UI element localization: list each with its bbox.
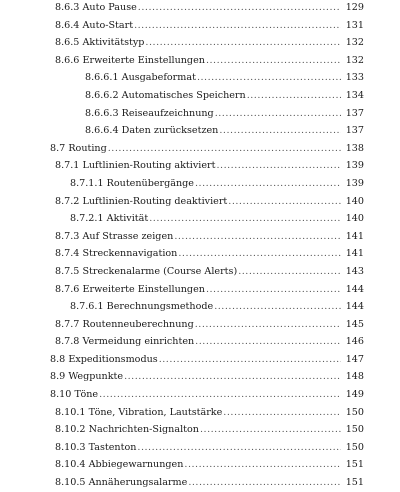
toc-entry-title: Aktivität xyxy=(106,213,149,225)
toc-entry-page: 132 xyxy=(345,54,364,66)
toc-entry-line xyxy=(50,351,364,369)
toc-entry-page: 137 xyxy=(345,125,364,137)
toc-entry-page: 146 xyxy=(345,336,364,348)
toc-dot-leader xyxy=(99,386,341,404)
toc-entry-page: 150 xyxy=(345,406,364,418)
toc-entry-title: Tastenton xyxy=(88,441,137,453)
toc-entry-number: 8.6.3 xyxy=(55,2,80,13)
toc-dot-leader xyxy=(184,456,341,474)
toc-entry-line xyxy=(55,474,364,492)
toc-entry[interactable] xyxy=(0,69,400,87)
toc-entry[interactable] xyxy=(0,368,400,386)
toc-entry-number: 8.7.2 xyxy=(55,195,80,207)
toc-entry-number: 8.6.4 xyxy=(55,19,80,31)
toc-entry-page: 150 xyxy=(345,441,364,453)
toc-entry-line xyxy=(55,316,364,334)
toc-entry-title: Auf Strasse zeigen xyxy=(82,230,174,242)
toc-entry-title: Berechnungsmethode xyxy=(106,301,214,313)
toc-entry-line xyxy=(70,298,364,316)
toc-entry[interactable] xyxy=(0,456,400,474)
toc-entry-number: 8.7.4 xyxy=(55,248,80,260)
toc-entry-page: 151 xyxy=(345,459,364,471)
toc-entry[interactable] xyxy=(0,298,400,316)
toc-dot-leader xyxy=(134,17,341,35)
toc-entry-number: 8.10.5 xyxy=(55,477,86,489)
toc-entry[interactable] xyxy=(0,386,400,404)
toc-entry-page: 144 xyxy=(345,283,364,295)
toc-dot-leader xyxy=(174,228,341,246)
toc-entry-line xyxy=(50,368,364,386)
toc-dot-leader xyxy=(223,404,341,422)
toc-entry-title: Auto-Start xyxy=(82,19,134,31)
toc-entry-line xyxy=(50,386,364,404)
toc-dot-leader xyxy=(195,175,341,193)
toc-entry-title: Streckennavigation xyxy=(82,248,178,260)
toc-entry[interactable] xyxy=(0,404,400,422)
toc-entry-page: 149 xyxy=(345,389,364,401)
toc-entry-page: 141 xyxy=(345,248,364,260)
toc-entry-title: Expeditionsmodus xyxy=(68,353,158,365)
toc-entry-page: 139 xyxy=(345,160,364,172)
toc-entry-line xyxy=(55,333,364,351)
toc-entry-line xyxy=(85,122,364,140)
toc-dot-leader xyxy=(228,193,341,211)
toc-entry-page: 144 xyxy=(345,301,364,313)
toc-entry[interactable] xyxy=(0,263,400,281)
toc-entry-line xyxy=(55,193,364,211)
toc-entry-number: 8.7 xyxy=(50,142,66,154)
toc-entry-title: Daten zurücksetzen xyxy=(121,125,219,137)
toc-entry-title: Töne xyxy=(74,389,99,401)
toc-entry-line xyxy=(55,34,364,52)
toc-entry-page: 129 xyxy=(345,2,364,13)
toc-entry[interactable] xyxy=(0,105,400,123)
toc-entry-title: Automatisches Speichern xyxy=(121,89,246,101)
toc-entry-line xyxy=(55,456,364,474)
toc-entry-number: 8.10.1 xyxy=(55,406,86,418)
toc-entry-page: 139 xyxy=(345,177,364,189)
toc-dot-leader xyxy=(178,245,341,263)
toc-entry-title: Reiseaufzeichnung xyxy=(121,107,214,119)
toc-entry-number: 8.7.3 xyxy=(55,230,80,242)
toc-entry-number: 8.10.3 xyxy=(55,441,86,453)
toc-entry-page: 140 xyxy=(345,195,364,207)
toc-entry-page: 147 xyxy=(345,353,364,365)
toc-entry-line xyxy=(55,17,364,35)
toc-entry[interactable] xyxy=(0,0,400,17)
toc-entry-line xyxy=(85,69,364,87)
toc-entry[interactable] xyxy=(0,281,400,299)
toc-entry-page: 143 xyxy=(345,265,364,277)
toc-entry[interactable] xyxy=(0,157,400,175)
toc-dot-leader xyxy=(124,368,341,386)
toc-entry-line xyxy=(55,404,364,422)
toc-entry-line xyxy=(55,281,364,299)
toc-entry[interactable] xyxy=(0,439,400,457)
toc-entry-line xyxy=(55,421,364,439)
toc-entry-title: Luftlinien-Routing deaktiviert xyxy=(82,195,228,207)
toc-dot-leader xyxy=(219,122,341,140)
toc-entry-number: 8.7.1 xyxy=(55,160,80,172)
toc-entry-title: Ausgabeformat xyxy=(121,72,196,84)
toc-entry-page: 150 xyxy=(345,424,364,436)
toc-entry-number: 8.6.6.1 xyxy=(85,72,119,84)
toc-dot-leader xyxy=(195,316,341,334)
toc-dot-leader xyxy=(247,87,341,105)
toc-entry-number: 8.6.5 xyxy=(55,37,80,49)
toc-entry-title: Annäherungsalarme xyxy=(88,477,188,489)
toc-entry[interactable] xyxy=(0,140,400,158)
toc-dot-leader xyxy=(108,140,341,158)
toc-entry-title: Vermeidung einrichten xyxy=(82,336,195,348)
toc-entry-line xyxy=(85,87,364,105)
toc-entry[interactable] xyxy=(0,316,400,334)
toc-dot-leader xyxy=(137,439,341,457)
toc-entry-number: 8.7.2.1 xyxy=(70,213,104,225)
toc-entry-title: Abbiegewarnungen xyxy=(88,459,184,471)
toc-entry-title: Nachrichten-Signalton xyxy=(88,424,199,436)
toc-entry-page: 137 xyxy=(345,107,364,119)
toc-entry-title: Töne, Vibration, Lautstärke xyxy=(88,406,223,418)
toc-dot-leader xyxy=(238,263,341,281)
toc-entry-page: 134 xyxy=(345,89,364,101)
toc-entry-number: 8.10 xyxy=(50,389,72,401)
toc-dot-leader xyxy=(206,281,341,299)
toc-dot-leader xyxy=(206,52,341,70)
toc-entry-page: 133 xyxy=(345,72,364,84)
toc-dot-leader xyxy=(159,351,341,369)
toc-entry-line xyxy=(55,52,364,70)
toc-entry[interactable] xyxy=(0,87,400,105)
toc-entry-page: 131 xyxy=(345,19,364,31)
toc-entry-title: Streckenalarme (Course Alerts) xyxy=(82,265,238,277)
toc-entry-number: 8.7.7 xyxy=(55,318,80,330)
toc-dot-leader xyxy=(138,0,341,17)
toc-entry-number: 8.6.6.4 xyxy=(85,125,119,137)
toc-entry[interactable] xyxy=(0,228,400,246)
toc-entry-line xyxy=(55,263,364,281)
toc-entry[interactable] xyxy=(0,210,400,228)
toc-entry[interactable] xyxy=(0,34,400,52)
toc-entry[interactable] xyxy=(0,421,400,439)
toc-entry[interactable] xyxy=(0,52,400,70)
toc-entry-number: 8.7.5 xyxy=(55,265,80,277)
toc-entry[interactable] xyxy=(0,17,400,35)
toc-entry[interactable] xyxy=(0,193,400,211)
toc-entry-line xyxy=(55,245,364,263)
toc-dot-leader xyxy=(216,157,341,175)
toc-entry-line xyxy=(85,105,364,123)
toc-entry-line xyxy=(55,157,364,175)
toc-entry[interactable] xyxy=(0,245,400,263)
toc-dot-leader xyxy=(197,69,341,87)
toc-entry-number: 8.6.6 xyxy=(55,54,80,66)
toc-entry-line xyxy=(55,439,364,457)
toc-entry-number: 8.6.6.3 xyxy=(85,107,119,119)
toc-entry[interactable] xyxy=(0,122,400,140)
toc-entry-line xyxy=(55,228,364,246)
toc-entry-number: 8.7.8 xyxy=(55,336,80,348)
toc-entry-number: 8.6.6.2 xyxy=(85,89,119,101)
toc-entry[interactable] xyxy=(0,351,400,369)
toc-entry-page: 145 xyxy=(345,318,364,330)
toc-entry-page: 140 xyxy=(345,213,364,225)
toc-dot-leader xyxy=(214,298,341,316)
toc-entry-number: 8.7.1.1 xyxy=(70,177,104,189)
toc-entry[interactable] xyxy=(0,333,400,351)
toc-entry-page: 138 xyxy=(345,142,364,154)
toc-dot-leader xyxy=(215,105,341,123)
toc-entry-page: 132 xyxy=(345,37,364,49)
toc-entry-title: Routenneuberechnung xyxy=(82,318,194,330)
toc-entry-title: Auto Pause xyxy=(82,2,137,13)
toc-entry-title: Erweiterte Einstellungen xyxy=(82,283,205,295)
toc-entry-page: 148 xyxy=(345,371,364,383)
toc-entry-line xyxy=(55,0,364,17)
toc-entry-line xyxy=(50,140,364,158)
toc-dot-leader xyxy=(200,421,341,439)
toc-entry-page: 151 xyxy=(345,477,364,489)
toc-entry[interactable] xyxy=(0,175,400,193)
toc-entry-title: Wegpunkte xyxy=(68,371,124,383)
toc-dot-leader xyxy=(195,333,341,351)
toc-entry-title: Erweiterte Einstellungen xyxy=(82,54,205,66)
toc-entry-title: Luftlinien-Routing aktiviert xyxy=(82,160,216,172)
toc-entry[interactable] xyxy=(0,474,400,492)
toc-entry-title: Aktivitätstyp xyxy=(82,37,145,49)
toc-entry-number: 8.10.2 xyxy=(55,424,86,436)
toc-entry-line xyxy=(70,210,364,228)
toc-entry-page: 141 xyxy=(345,230,364,242)
toc-entry-number: 8.10.4 xyxy=(55,459,86,471)
toc-entry-number: 8.7.6 xyxy=(55,283,80,295)
toc-dot-leader xyxy=(149,210,341,228)
toc-dot-leader xyxy=(188,474,341,492)
toc-entry-title: Routenübergänge xyxy=(106,177,194,189)
toc-entry-number: 8.9 xyxy=(50,371,66,383)
toc-entry-number: 8.7.6.1 xyxy=(70,301,104,313)
toc-dot-leader xyxy=(145,34,341,52)
toc-entry-line xyxy=(70,175,364,193)
toc-entry-title: Routing xyxy=(68,142,107,154)
toc-entry-number: 8.8 xyxy=(50,353,66,365)
